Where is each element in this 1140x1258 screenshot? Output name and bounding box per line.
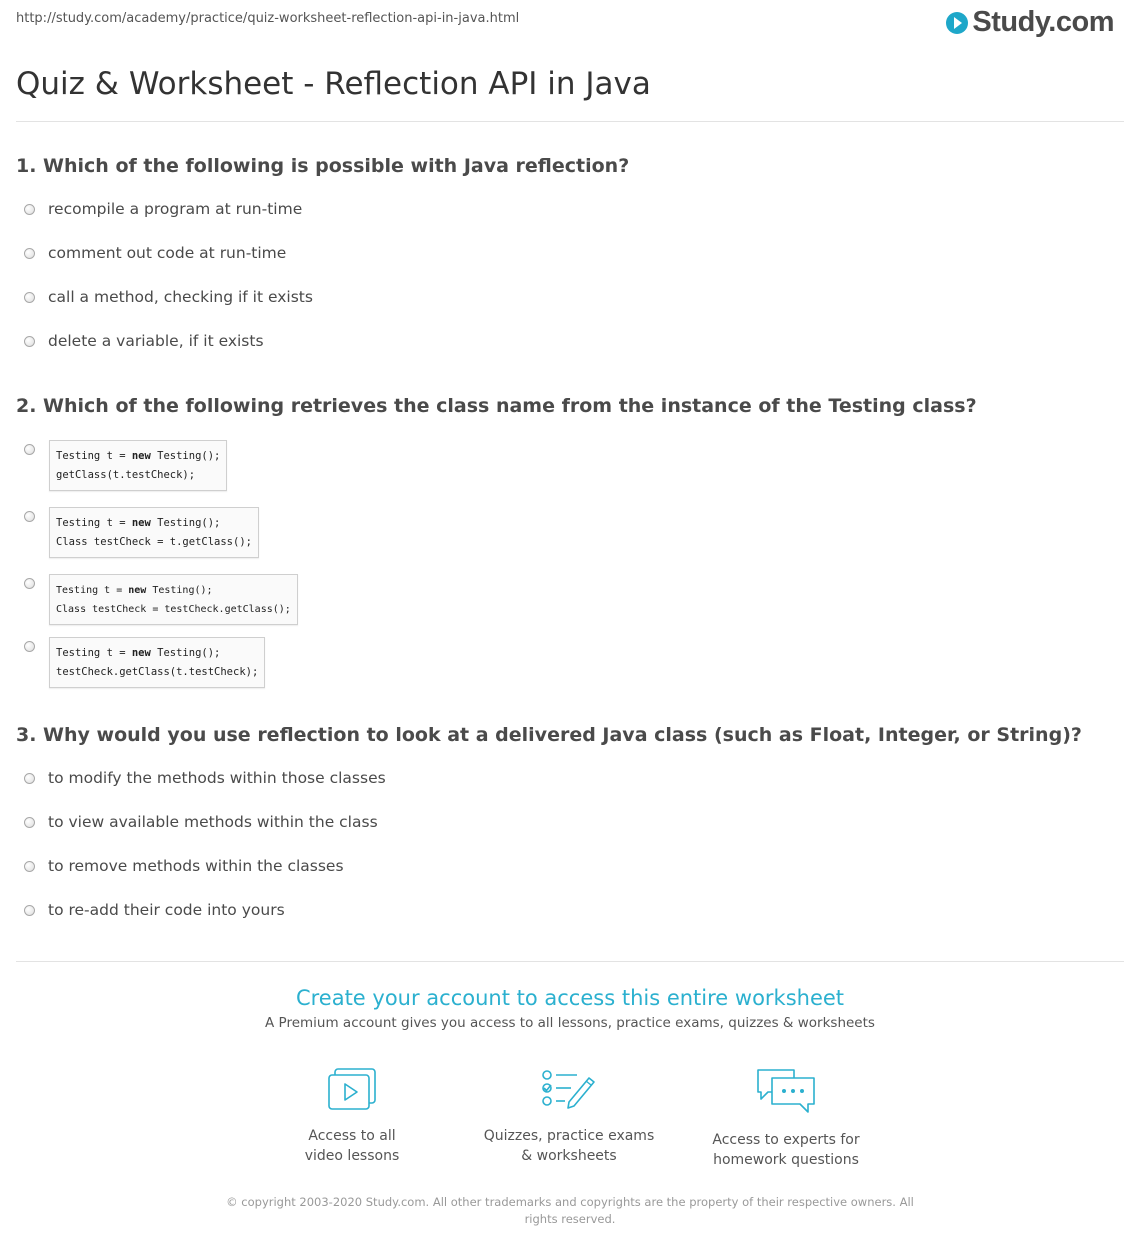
radio-button[interactable] xyxy=(24,336,35,347)
code-line: Class testCheck = t.getClass(); xyxy=(56,536,252,548)
page-title: Quiz & Worksheet - Reflection API in Java xyxy=(16,66,651,102)
question-2-option-2[interactable] xyxy=(24,507,259,558)
question-2-title: 2. Which of the following retrieves the class name from the instance of the Testing class? xyxy=(16,395,977,417)
option-label: to re-add their code into yours xyxy=(48,901,285,919)
option-label: to modify the methods within those classes xyxy=(48,769,386,787)
radio-button[interactable] xyxy=(24,817,35,828)
code-line: Testing t = new Testing(); xyxy=(56,517,221,529)
question-3-option-3[interactable] xyxy=(24,857,344,875)
question-1-title: 1. Which of the following is possible with Java reflection? xyxy=(16,155,630,177)
code-snippet xyxy=(49,574,298,625)
feature-label: Quizzes, practice exams & worksheets xyxy=(483,1128,655,1164)
radio-button[interactable] xyxy=(24,905,35,916)
code-line: Class testCheck = testCheck.getClass(); xyxy=(56,604,291,615)
question-3-option-1[interactable] xyxy=(24,769,386,787)
code-line: Testing t = new Testing(); xyxy=(56,585,213,596)
code-line: Testing t = new Testing(); xyxy=(56,450,221,462)
code-snippet xyxy=(49,637,265,688)
radio-button[interactable] xyxy=(24,444,35,455)
option-label: delete a variable, if it exists xyxy=(48,332,264,350)
question-2-option-1[interactable] xyxy=(24,440,227,491)
divider xyxy=(16,121,1124,122)
radio-button[interactable] xyxy=(24,861,35,872)
feature-experts xyxy=(686,1066,886,1170)
radio-button[interactable] xyxy=(24,511,35,522)
question-1-option-1[interactable] xyxy=(24,200,302,218)
logo-text: Study.com xyxy=(972,6,1114,38)
feature-video-lessons xyxy=(252,1066,452,1166)
question-1-option-3[interactable] xyxy=(24,288,313,306)
question-2-option-4[interactable] xyxy=(24,637,265,688)
feature-quizzes xyxy=(469,1066,669,1166)
code-line: getClass(t.testCheck); xyxy=(56,469,196,481)
code-snippet xyxy=(49,507,259,558)
radio-button[interactable] xyxy=(24,578,35,589)
code-line: Testing t = new Testing(); xyxy=(56,647,221,659)
radio-button[interactable] xyxy=(24,641,35,652)
divider xyxy=(16,961,1124,962)
cta-title[interactable]: Create your account to access this entire worksheet xyxy=(295,986,845,1010)
study-logo[interactable] xyxy=(946,6,1114,39)
video-lesson-icon xyxy=(324,1066,380,1114)
play-circle-icon xyxy=(946,12,968,34)
option-label: comment out code at run-time xyxy=(48,244,287,262)
cta-subtitle: A Premium account gives you access to all lessons, practice exams, quizzes & worksheets xyxy=(265,1015,875,1031)
question-3-title: 3. Why would you use reflection to look at a delivered Java class (such as Float, Integer, or String)? xyxy=(16,724,1082,746)
radio-button[interactable] xyxy=(24,204,35,215)
radio-button[interactable] xyxy=(24,292,35,303)
question-1-option-2[interactable] xyxy=(24,244,286,262)
copyright-notice: © copyright 2003-2020 Study.com. All other trademarks and copyrights are the property of their respective owners. All rights reserved. xyxy=(226,1195,914,1226)
question-1-option-4[interactable] xyxy=(24,332,264,350)
question-2-option-3[interactable] xyxy=(24,574,298,625)
code-snippet xyxy=(49,440,227,491)
code-line: testCheck.getClass(t.testCheck); xyxy=(56,666,259,678)
feature-label: Access to experts for homework questions xyxy=(712,1132,860,1168)
quiz-checklist-icon xyxy=(539,1066,599,1114)
feature-label: Access to all video lessons xyxy=(304,1128,400,1164)
radio-button[interactable] xyxy=(24,773,35,784)
option-label: recompile a program at run-time xyxy=(48,200,303,218)
question-3-option-4[interactable] xyxy=(24,901,285,919)
question-3-option-2[interactable] xyxy=(24,813,378,831)
option-label: to view available methods within the class xyxy=(48,813,378,831)
chat-bubbles-icon xyxy=(754,1066,818,1118)
option-label: call a method, checking if it exists xyxy=(48,288,313,306)
page-url: http://study.com/academy/practice/quiz-worksheet-reflection-api-in-java.html xyxy=(16,11,520,26)
radio-button[interactable] xyxy=(24,248,35,259)
option-label: to remove methods within the classes xyxy=(48,857,344,875)
